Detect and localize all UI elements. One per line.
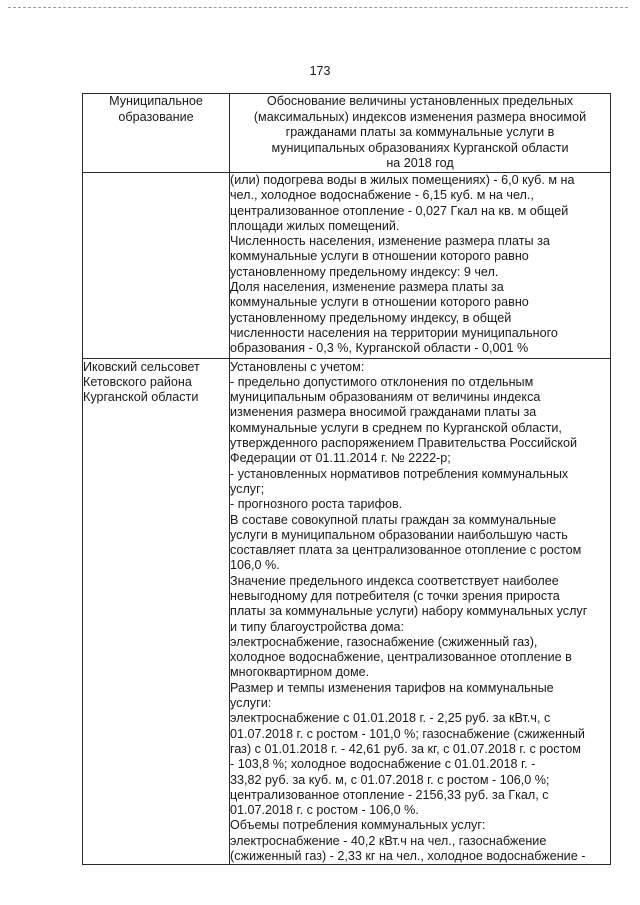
row-2-municipality-text (83, 360, 229, 406)
text-line: муниципальным образованиям от величины индекса (230, 390, 541, 405)
table-row (83, 358, 611, 865)
header-municipality (83, 94, 230, 173)
row-2-text (230, 358, 611, 865)
text-line: электроснабжение, газоснабжение (сжиженный газ), (230, 634, 538, 649)
text-line: централизованное отопление - 2156,33 руб. за Гкал, с (230, 787, 549, 802)
row-2-municipality (83, 358, 230, 865)
header-justification-text (230, 94, 610, 172)
text-line: гражданами платы за коммунальные услуги в (285, 125, 555, 140)
text-line: установленному предельному индексу, в общей (230, 310, 512, 325)
text-line: - 103,8 %; холодное водоснабжение с 01.01.2018 г. - (230, 757, 536, 772)
text-line: - предельно допустимого отклонения по отдельным (230, 374, 534, 389)
text-line: коммунальные услуги в отношении которого равно (230, 249, 529, 264)
text-line: Муниципальное (109, 94, 203, 108)
text-line: на 2018 год (386, 156, 454, 171)
text-line: (или) подогрева воды в жилых помещениях) - 6,0 куб. м на (230, 172, 575, 187)
text-line: Кетовского района (83, 374, 192, 389)
text-line: - установленных нормативов потребления коммунальных (230, 466, 569, 481)
text-line: В составе совокупной платы граждан за коммунальные (230, 512, 557, 527)
text-line: электроснабжение с 01.01.2018 г. - 2,25 руб. за кВт.ч, с (230, 711, 551, 726)
text-line: - прогнозного роста тарифов. (230, 497, 403, 512)
text-line: 33,82 руб. за куб. м, с 01.07.2018 г. с ростом - 106,0 %; (230, 772, 550, 787)
text-line: Размер и темпы изменения тарифов на коммунальные (230, 680, 554, 695)
text-line: Значение предельного индекса соответствует наиболее (230, 573, 559, 588)
text-line: установленному предельному индексу: 9 чел. (230, 264, 499, 279)
text-line: газ) с 01.01.2018 г. - 42,61 руб. за кг, с 01.07.2018 г. с ростом (230, 741, 581, 756)
text-line: коммунальные услуги в среднем по Курганской области, (230, 420, 562, 435)
text-line: платы за коммунальные услуги) набору коммунальных услуг (230, 604, 588, 619)
text-line: Обоснование величины установленных предельных (266, 94, 574, 108)
text-line: (сжиженный газ) - 2,33 кг на чел., холодное водоснабжение - (230, 849, 586, 864)
text-line: Федерации от 01.11.2014 г. № 2222-р; (230, 451, 451, 466)
text-line: электроснабжение - 40,2 кВт.ч на чел., газоснабжение (230, 833, 547, 848)
text-line: (максимальных) индексов изменения размера вносимой (253, 109, 587, 124)
text-line: Численность населения, изменение размера платы за (230, 234, 550, 249)
text-line: холодное водоснабжение, централизованное отопление в (230, 650, 572, 665)
text-line: образования - 0,3 %, Курганской области - 0,001 % (230, 341, 529, 356)
text-line: услуг; (230, 481, 265, 496)
text-line: Объемы потребления коммунальных услуг: (230, 818, 486, 833)
row-1-justification-text (230, 173, 610, 357)
row-2-justification-text (230, 360, 610, 865)
page-number: 173 (309, 64, 331, 78)
text-line: утвержденного распоряжением Правительства Российской (230, 436, 578, 451)
text-line: Установлены с учетом: (230, 359, 365, 374)
text-line: Доля населения, изменение размера платы за (230, 280, 504, 295)
text-line: составляет плата за централизованное отопление с ростом (230, 543, 582, 558)
header-justification (230, 94, 611, 173)
text-line: услуги: (230, 696, 272, 711)
text-line: площади жилых помещений. (230, 218, 400, 233)
text-line: численности населения на территории муниципального (230, 325, 558, 340)
justification-table (82, 93, 611, 865)
text-line: услуги в муниципальном образовании наибольшую часть (230, 527, 568, 542)
table-row (83, 172, 611, 358)
text-line: 01.07.2018 г. с ростом - 101,0 %; газоснабжение (сжиженный (230, 726, 585, 741)
text-line: невыгодному для потребителя (с точки зрения прироста (230, 588, 560, 603)
text-line: Иковский сельсовет (83, 359, 200, 374)
text-line: централизованное отопление - 0,027 Гкал на кв. м общей (230, 203, 569, 218)
text-line: изменения размера вносимой гражданами платы за (230, 405, 537, 420)
text-line: образование (118, 109, 194, 124)
text-line: Курганской области (83, 390, 199, 405)
row-1-municipality (83, 172, 230, 358)
row-1-text (230, 172, 611, 358)
text-line: многоквартирном доме. (230, 665, 370, 680)
text-line: муниципальных образованиях Курганской области (271, 140, 569, 155)
text-line: и типу благоустройства дома: (230, 619, 405, 634)
text-line: чел., холодное водоснабжение - 6,15 куб. м на чел., (230, 188, 534, 203)
text-line: 106,0 %. (230, 558, 280, 573)
header-municipality-text (83, 94, 229, 125)
scan-top-border (8, 7, 628, 8)
text-line: 01.07.2018 г. с ростом - 106,0 %. (230, 803, 419, 818)
text-line: коммунальные услуги в отношении которого равно (230, 295, 529, 310)
table-header-row (83, 94, 611, 173)
